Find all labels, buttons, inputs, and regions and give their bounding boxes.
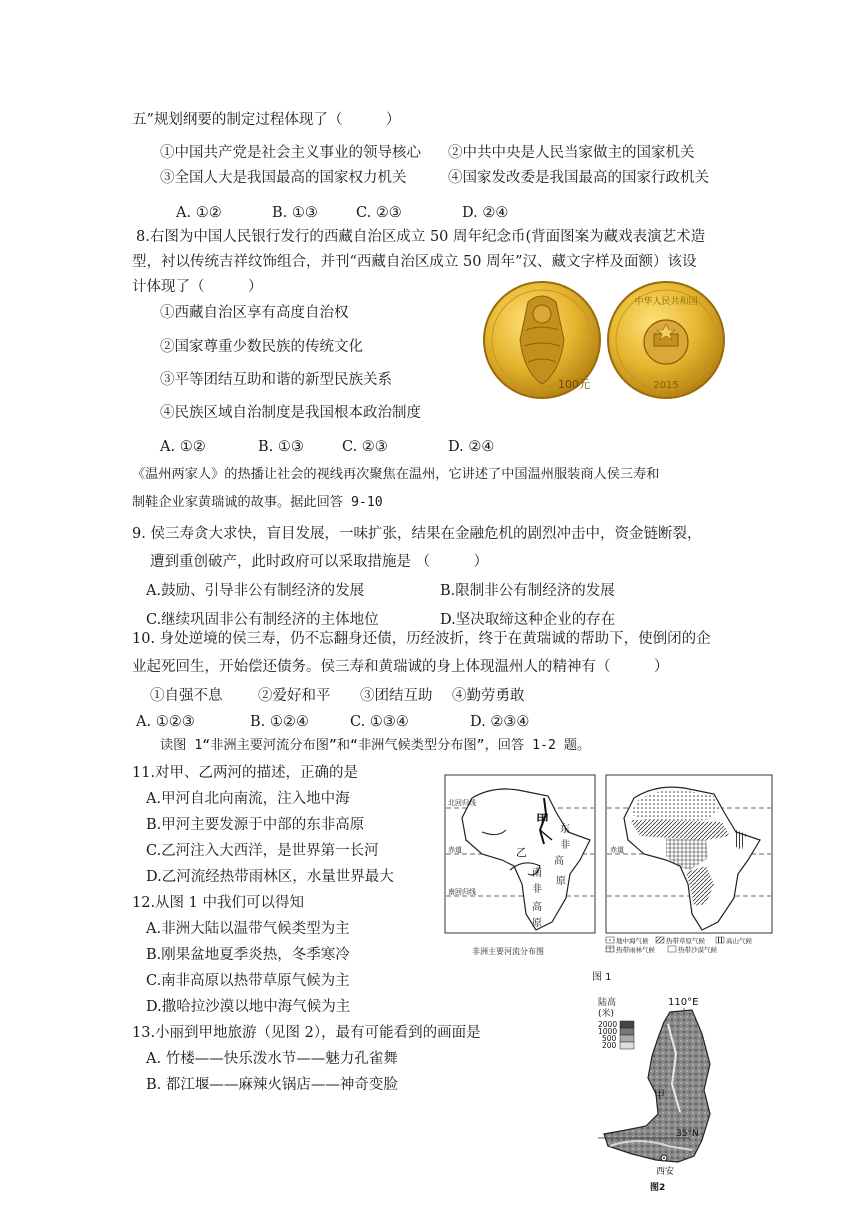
figure-1-caption: 非洲主要河流分布图 [472, 947, 544, 956]
q9-stem-line-1: 9. 侯三寿贪大求快，盲目发展，一味扩张，结果在金融危机的剧烈冲击中，资金链断裂， [132, 526, 702, 542]
q7-answer-d: D. ②④ [462, 205, 509, 221]
fig2-level-1000: 1000 [598, 1027, 618, 1036]
passage-line-1: 《温州两家人》的热播让社会的视线再次聚焦在温州，它讲述了中国温州服装商人侯三寿和 [132, 467, 660, 482]
q12-option-b: B.刚果盆地夏季炎热，冬季寒冷 [146, 947, 350, 963]
africa-rivers-map [445, 775, 595, 933]
legend-rainforest: 热带雨林气候 [616, 946, 655, 954]
q11-option-c: C.乙河注入大西洋，是世界第一长河 [146, 843, 379, 859]
q10-option-2: ②爱好和平 [258, 688, 331, 704]
figure-2-relief-map [598, 994, 716, 1196]
east-africa-char-3: 高 [554, 856, 564, 867]
q10-answer-b: B. ①②④ [250, 714, 309, 730]
q8-option-2: ②国家尊重少数民族的传统文化 [160, 339, 363, 355]
legend-desert: 热带沙漠气候 [678, 946, 717, 954]
q9-stem-line-2: 遭到重创破产，此时政府可以采取措施是 （ ） [150, 554, 489, 570]
q13-option-b: B. 都江堰——麻辣火锅店——神奇变脸 [146, 1077, 398, 1093]
tropic-south-label: 南回归线 [448, 888, 476, 896]
instruction-line: 读图 1“非洲主要河流分布图”和“非洲气候类型分布图”，回答 1-2 题。 [160, 738, 591, 753]
river-jia-label: 甲 [536, 813, 550, 828]
q11-option-b: B.甲河主要发源于中部的东非高原 [146, 817, 365, 833]
q10-answer-c: C. ①③④ [350, 714, 409, 730]
q8-stem-line-2: 型，衬以传统吉祥纹饰组合，并刊“西藏自治区成立 50 周年”汉、藏文字样及面额）该设 [132, 254, 697, 270]
figure-1-label: 图 1 [592, 972, 612, 983]
coin-back [608, 282, 724, 398]
q10-stem-line-1: 10. 身处逆境的侯三寿，仍不忘翻身还债，历经波折，终于在黄瑞诚的帮助下，使倒闭的企 [132, 631, 711, 647]
q8-answer-a: A. ①② [160, 439, 206, 455]
q10-option-3: ③团结互助 [360, 688, 433, 704]
q12-option-c: C.南非高原以热带草原气候为主 [146, 973, 350, 989]
q9-option-c: C.继续巩固非公有制经济的主体地位 [146, 612, 379, 628]
coin-front [484, 282, 600, 398]
passage-line-2: 制鞋企业家黄瑞诚的故事。据此回答 9-10 [132, 495, 383, 510]
q8-answer-c: C. ②③ [342, 439, 388, 455]
fig2-legend-title-1: 陆高 [598, 998, 617, 1008]
q7-stem-tail: 五”规划纲要的制定过程体现了（ ） [132, 112, 401, 128]
fig2-city-xian: 西安 [656, 1167, 675, 1177]
south-africa-char-3: 高 [532, 902, 542, 913]
legend-mediterranean: 地中海气候 [616, 937, 649, 945]
east-africa-char-2: 非 [560, 840, 570, 851]
q9-option-b: B.限制非公有制经济的发展 [440, 583, 615, 599]
q11-stem: 11.对甲、乙两河的描述，正确的是 [132, 765, 359, 781]
q8-answer-b: B. ①③ [258, 439, 304, 455]
tropic-north-label: 北回归线 [448, 799, 476, 807]
east-africa-char-4: 原 [556, 876, 566, 887]
fig2-jia-label: 甲 [654, 1088, 665, 1101]
equator-label-right: 赤道 [610, 846, 624, 854]
coin-front-value: 100元 [558, 378, 590, 391]
legend-savanna: 热带草原气候 [666, 937, 705, 945]
q13-stem: 13.小丽到甲地旅游（见图 2），最有可能看到的画面是 [132, 1025, 481, 1041]
south-africa-char-2: 非 [532, 884, 542, 895]
q7-option-1: ①中国共产党是社会主义事业的领导核心 [160, 145, 421, 161]
figure-1-africa-maps [444, 774, 774, 988]
climate-legend [606, 936, 753, 954]
q12-stem: 12.从图 1 中我们可以得知 [132, 895, 305, 911]
q8-answer-d: D. ②④ [448, 439, 495, 455]
q8-option-4: ④民族区域自治制度是我国根本政治制度 [160, 405, 421, 421]
q11-option-a: A.甲河自北向南流，注入地中海 [146, 791, 350, 807]
legend-highland: 高山气候 [726, 937, 752, 945]
q10-stem-line-2: 业起死回生，开始偿还债务。侯三寿和黄瑞诚的身上体现温州人的精神有（ ） [132, 659, 669, 675]
river-yi-label: 乙 [516, 846, 527, 859]
fig2-level-500: 500 [602, 1034, 617, 1043]
q10-answer-a: A. ①②③ [136, 714, 195, 730]
south-africa-char-4: 原 [532, 918, 542, 929]
coin-back-text: 中华人民共和国 [634, 297, 698, 307]
q10-answer-d: D. ②③④ [470, 714, 530, 730]
q11-option-d: D.乙河流经热带雨林区，水量世界最大 [146, 869, 394, 885]
south-africa-char-1: 南 [532, 868, 542, 879]
q7-option-4: ④国家发改委是我国最高的国家行政机关 [448, 170, 709, 186]
commemorative-coin-figure [478, 280, 730, 405]
q7-answer-a: A. ①② [176, 205, 222, 221]
fig2-level-200: 200 [602, 1041, 617, 1050]
q12-option-d: D.撒哈拉沙漠以地中海气候为主 [146, 999, 351, 1015]
fig2-legend-title-2: (米) [598, 1009, 615, 1019]
q8-stem-line-1: 8.右图为中国人民银行发行的西藏自治区成立 50 周年纪念币(背面图案为藏戏表演艺术造 [136, 229, 706, 245]
fig2-latitude: 35°N [676, 1129, 699, 1139]
q7-answer-b: B. ①③ [272, 205, 318, 221]
q12-option-a: A.非洲大陆以温带气候类型为主 [146, 921, 350, 937]
q8-option-3: ③平等团结互助和谐的新型民族关系 [160, 372, 392, 388]
q7-option-3: ③全国人大是我国最高的国家权力机关 [160, 170, 407, 186]
q8-option-1: ①西藏自治区享有高度自治权 [160, 305, 349, 321]
q7-answer-c: C. ②③ [356, 205, 402, 221]
q7-option-2: ②中共中央是人民当家做主的国家机关 [448, 145, 695, 161]
fig2-level-2000: 2000 [598, 1020, 618, 1029]
q13-option-a: A. 竹楼——快乐泼水节——魅力孔雀舞 [146, 1051, 398, 1067]
q10-option-1: ①自强不息 [150, 688, 223, 704]
equator-label-left: 赤道 [448, 846, 462, 854]
q9-option-d: D.坚决取缔这种企业的存在 [440, 612, 616, 628]
q9-option-a: A.鼓励、引导非公有制经济的发展 [146, 583, 365, 599]
coin-back-year: 2015 [653, 380, 679, 391]
fig2-longitude: 110°E [668, 997, 699, 1008]
east-africa-char-1: 东 [560, 824, 570, 835]
africa-climate-map [606, 775, 772, 933]
q8-stem-line-3: 计体现了（ ） [132, 279, 263, 295]
q10-option-4: ④勤劳勇敢 [452, 688, 525, 704]
figure-2-label: 图2 [650, 1183, 666, 1193]
